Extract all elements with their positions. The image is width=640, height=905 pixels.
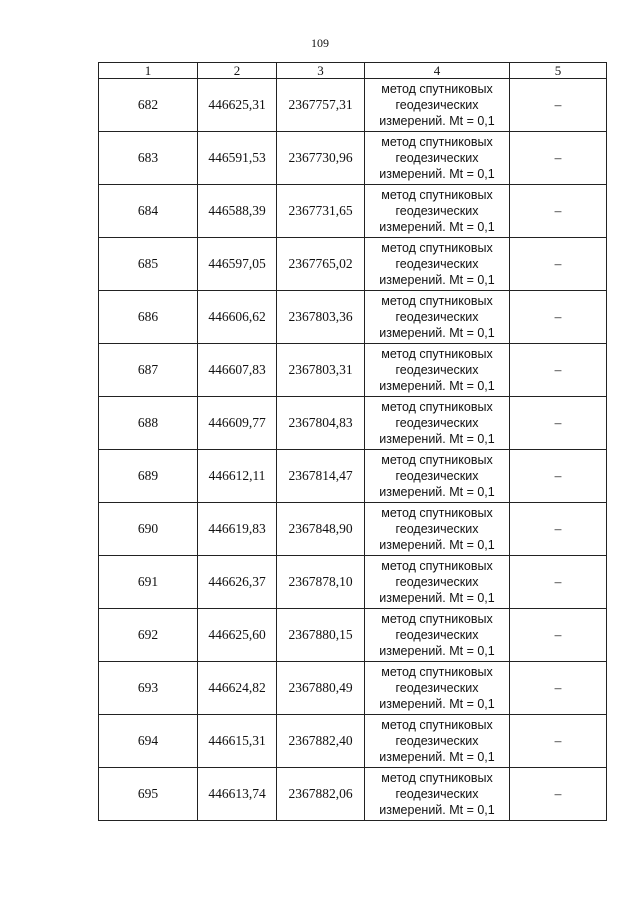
table-row xyxy=(99,344,607,397)
method-line: геодезических xyxy=(395,98,479,112)
method-line: измерений. Mt = 0,1 xyxy=(379,697,495,711)
method-cell xyxy=(365,132,510,185)
table-row xyxy=(99,238,607,291)
note-cell: – xyxy=(510,450,607,503)
note-cell: – xyxy=(510,79,607,132)
table-row xyxy=(99,662,607,715)
table-header-row xyxy=(99,63,607,79)
table-row xyxy=(99,768,607,821)
method-line: измерений. Mt = 0,1 xyxy=(379,379,495,393)
table-row xyxy=(99,132,607,185)
method-line: метод спутниковых xyxy=(381,82,493,96)
method-cell xyxy=(365,662,510,715)
note-cell: – xyxy=(510,397,607,450)
table-row xyxy=(99,503,607,556)
method-line: измерений. Mt = 0,1 xyxy=(379,538,495,552)
x-coordinate-cell: 446606,62 xyxy=(198,291,277,344)
method-line: геодезических xyxy=(395,734,479,748)
method-line: метод спутниковых xyxy=(381,718,493,732)
method-line: измерений. Mt = 0,1 xyxy=(379,485,495,499)
x-coordinate-cell: 446624,82 xyxy=(198,662,277,715)
point-number-cell: 694 xyxy=(99,715,198,768)
method-line: геодезических xyxy=(395,204,479,218)
point-number-cell: 691 xyxy=(99,556,198,609)
method-line: метод спутниковых xyxy=(381,400,493,414)
method-cell xyxy=(365,556,510,609)
table-body xyxy=(99,79,607,821)
note-cell: – xyxy=(510,238,607,291)
x-coordinate-cell: 446626,37 xyxy=(198,556,277,609)
x-coordinate-cell: 446609,77 xyxy=(198,397,277,450)
y-coordinate-cell: 2367878,10 xyxy=(277,556,365,609)
x-coordinate-cell: 446625,60 xyxy=(198,609,277,662)
column-header-3: 3 xyxy=(277,63,365,79)
point-number-cell: 687 xyxy=(99,344,198,397)
method-line: метод спутниковых xyxy=(381,135,493,149)
point-number-cell: 682 xyxy=(99,79,198,132)
note-cell: – xyxy=(510,556,607,609)
y-coordinate-cell: 2367730,96 xyxy=(277,132,365,185)
y-coordinate-cell: 2367814,47 xyxy=(277,450,365,503)
table-row xyxy=(99,715,607,768)
method-line: геодезических xyxy=(395,681,479,695)
table-row xyxy=(99,450,607,503)
table-row xyxy=(99,609,607,662)
method-cell xyxy=(365,185,510,238)
method-line: метод спутниковых xyxy=(381,241,493,255)
method-cell xyxy=(365,768,510,821)
x-coordinate-cell: 446597,05 xyxy=(198,238,277,291)
point-number-cell: 690 xyxy=(99,503,198,556)
x-coordinate-cell: 446607,83 xyxy=(198,344,277,397)
note-cell: – xyxy=(510,185,607,238)
method-line: метод спутниковых xyxy=(381,771,493,785)
y-coordinate-cell: 2367731,65 xyxy=(277,185,365,238)
note-cell: – xyxy=(510,609,607,662)
point-number-cell: 684 xyxy=(99,185,198,238)
method-line: измерений. Mt = 0,1 xyxy=(379,591,495,605)
column-header-4: 4 xyxy=(365,63,510,79)
y-coordinate-cell: 2367848,90 xyxy=(277,503,365,556)
column-header-2: 2 xyxy=(198,63,277,79)
x-coordinate-cell: 446591,53 xyxy=(198,132,277,185)
column-header-1: 1 xyxy=(99,63,198,79)
y-coordinate-cell: 2367757,31 xyxy=(277,79,365,132)
page-number: 109 xyxy=(311,36,329,50)
y-coordinate-cell: 2367803,31 xyxy=(277,344,365,397)
method-line: метод спутниковых xyxy=(381,612,493,626)
method-cell xyxy=(365,397,510,450)
method-line: геодезических xyxy=(395,416,479,430)
method-cell xyxy=(365,344,510,397)
note-cell: – xyxy=(510,768,607,821)
method-cell xyxy=(365,503,510,556)
table-row xyxy=(99,185,607,238)
table-row xyxy=(99,79,607,132)
method-line: измерений. Mt = 0,1 xyxy=(379,803,495,817)
method-line: метод спутниковых xyxy=(381,294,493,308)
method-line: метод спутниковых xyxy=(381,665,493,679)
y-coordinate-cell: 2367882,06 xyxy=(277,768,365,821)
method-line: геодезических xyxy=(395,257,479,271)
y-coordinate-cell: 2367765,02 xyxy=(277,238,365,291)
point-number-cell: 692 xyxy=(99,609,198,662)
y-coordinate-cell: 2367882,40 xyxy=(277,715,365,768)
method-line: геодезических xyxy=(395,522,479,536)
method-line: измерений. Mt = 0,1 xyxy=(379,220,495,234)
method-cell xyxy=(365,238,510,291)
method-line: геодезических xyxy=(395,628,479,642)
table-row xyxy=(99,556,607,609)
method-line: измерений. Mt = 0,1 xyxy=(379,273,495,287)
method-line: измерений. Mt = 0,1 xyxy=(379,326,495,340)
note-cell: – xyxy=(510,291,607,344)
point-number-cell: 688 xyxy=(99,397,198,450)
point-number-cell: 695 xyxy=(99,768,198,821)
note-cell: – xyxy=(510,503,607,556)
method-cell xyxy=(365,291,510,344)
x-coordinate-cell: 446619,83 xyxy=(198,503,277,556)
method-cell xyxy=(365,609,510,662)
point-number-cell: 685 xyxy=(99,238,198,291)
method-line: геодезических xyxy=(395,469,479,483)
method-cell xyxy=(365,450,510,503)
x-coordinate-cell: 446588,39 xyxy=(198,185,277,238)
method-line: геодезических xyxy=(395,310,479,324)
column-header-5: 5 xyxy=(510,63,607,79)
point-number-cell: 686 xyxy=(99,291,198,344)
point-number-cell: 693 xyxy=(99,662,198,715)
method-line: геодезических xyxy=(395,363,479,377)
method-line: геодезических xyxy=(395,151,479,165)
method-line: метод спутниковых xyxy=(381,347,493,361)
method-line: измерений. Mt = 0,1 xyxy=(379,432,495,446)
note-cell: – xyxy=(510,662,607,715)
method-line: метод спутниковых xyxy=(381,453,493,467)
method-line: метод спутниковых xyxy=(381,559,493,573)
coordinates-table xyxy=(98,62,607,821)
y-coordinate-cell: 2367803,36 xyxy=(277,291,365,344)
method-cell xyxy=(365,715,510,768)
point-number-cell: 683 xyxy=(99,132,198,185)
method-line: геодезических xyxy=(395,787,479,801)
x-coordinate-cell: 446613,74 xyxy=(198,768,277,821)
x-coordinate-cell: 446615,31 xyxy=(198,715,277,768)
method-line: геодезических xyxy=(395,575,479,589)
point-number-cell: 689 xyxy=(99,450,198,503)
x-coordinate-cell: 446625,31 xyxy=(198,79,277,132)
table-row xyxy=(99,397,607,450)
y-coordinate-cell: 2367880,15 xyxy=(277,609,365,662)
method-line: измерений. Mt = 0,1 xyxy=(379,750,495,764)
y-coordinate-cell: 2367880,49 xyxy=(277,662,365,715)
y-coordinate-cell: 2367804,83 xyxy=(277,397,365,450)
method-line: измерений. Mt = 0,1 xyxy=(379,644,495,658)
method-line: метод спутниковых xyxy=(381,506,493,520)
method-line: измерений. Mt = 0,1 xyxy=(379,114,495,128)
note-cell: – xyxy=(510,344,607,397)
note-cell: – xyxy=(510,132,607,185)
method-cell xyxy=(365,79,510,132)
table-row xyxy=(99,291,607,344)
method-line: метод спутниковых xyxy=(381,188,493,202)
note-cell: – xyxy=(510,715,607,768)
method-line: измерений. Mt = 0,1 xyxy=(379,167,495,181)
x-coordinate-cell: 446612,11 xyxy=(198,450,277,503)
